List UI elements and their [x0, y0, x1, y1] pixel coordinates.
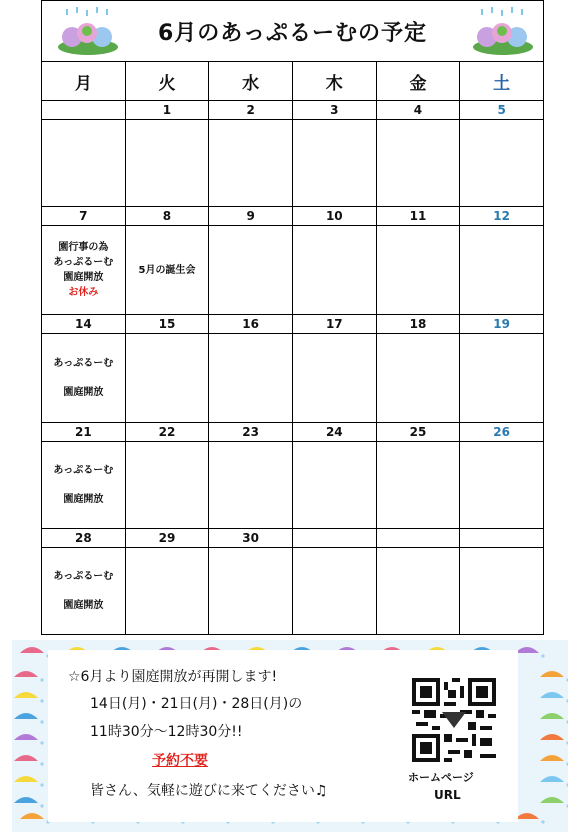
week-2-dates [42, 207, 544, 226]
week-1-events [42, 120, 544, 207]
date-cell: 8 [125, 207, 209, 226]
date-cell [292, 529, 376, 548]
date-cell: 10 [292, 207, 376, 226]
calendar-table [41, 61, 544, 635]
event-text: 園庭開放 [63, 272, 104, 283]
event-cell [376, 548, 460, 635]
hydrangea-icon [56, 7, 120, 57]
event-cell [42, 548, 126, 635]
event-cell [376, 442, 460, 529]
calendar-sheet [41, 0, 544, 635]
date-cell: 22 [125, 423, 209, 442]
raindrop-icon [40, 678, 43, 681]
date-cell: 2 [209, 101, 293, 120]
event-cell [125, 442, 209, 529]
raindrop-icon [541, 820, 544, 823]
event-cell [125, 334, 209, 423]
date-cell: 29 [125, 529, 209, 548]
notice-line: 11時30分～12時30分!! [90, 724, 243, 740]
date-cell: 19 [460, 315, 544, 334]
event-text: あっぷるーむ [53, 465, 114, 476]
date-cell: 4 [376, 101, 460, 120]
event-cell [125, 120, 209, 207]
raindrop-icon [40, 783, 43, 786]
notice-line: ☆6月より園庭開放が再開します! [68, 669, 278, 685]
week-5-events [42, 548, 544, 635]
weekday-sat: 土 [460, 62, 544, 101]
event-cell [292, 120, 376, 207]
event-cell [376, 334, 460, 423]
date-cell: 30 [209, 529, 293, 548]
event-text: 園庭開放 [63, 494, 104, 505]
date-cell: 17 [292, 315, 376, 334]
event-cell [42, 120, 126, 207]
event-cell [460, 442, 544, 529]
date-cell [460, 529, 544, 548]
event-cell [376, 120, 460, 207]
week-4-dates [42, 423, 544, 442]
date-cell: 21 [42, 423, 126, 442]
week-3-events [42, 334, 544, 423]
event-text: あっぷるーむ [53, 571, 114, 582]
week-5-dates [42, 529, 544, 548]
weekday-tue: 火 [125, 62, 209, 101]
week-3-dates [42, 315, 544, 334]
event-cell [292, 442, 376, 529]
notice-line: 14日(月)・21日(月)・28日(月)の [90, 696, 303, 712]
weekday-thu: 木 [292, 62, 376, 101]
raindrop-icon [40, 741, 43, 744]
event-text: 園庭開放 [63, 387, 104, 398]
date-cell: 25 [376, 423, 460, 442]
date-cell: 24 [292, 423, 376, 442]
event-cell [460, 226, 544, 315]
event-cell [460, 548, 544, 635]
event-cell [209, 442, 293, 529]
weekday-mon: 月 [42, 62, 126, 101]
reservation-not-required: 予約不要 [152, 753, 208, 769]
date-cell: 1 [125, 101, 209, 120]
event-cell [292, 548, 376, 635]
qr-label-homepage: ホームページ [408, 771, 474, 784]
date-cell: 9 [209, 207, 293, 226]
event-cell [376, 226, 460, 315]
date-cell: 5 [460, 101, 544, 120]
date-cell: 15 [125, 315, 209, 334]
date-cell: 28 [42, 529, 126, 548]
event-text: 園行事の為 [58, 242, 109, 253]
weekday-fri: 金 [376, 62, 460, 101]
date-cell: 3 [292, 101, 376, 120]
date-cell: 12 [460, 207, 544, 226]
event-cell [209, 120, 293, 207]
event-text: 5月の誕生会 [138, 264, 196, 276]
qr-code[interactable] [412, 678, 496, 762]
date-cell: 7 [42, 207, 126, 226]
event-cell [292, 334, 376, 423]
event-cell [125, 548, 209, 635]
raindrop-icon [40, 804, 43, 807]
event-cell [209, 548, 293, 635]
raindrop-icon [40, 720, 43, 723]
event-cell [125, 226, 209, 315]
event-cell [42, 226, 126, 315]
week-4-events [42, 442, 544, 529]
qr-label-url: URL [434, 788, 461, 802]
event-cell [209, 334, 293, 423]
event-cell [460, 334, 544, 423]
week-2-events [42, 226, 544, 315]
date-cell: 26 [460, 423, 544, 442]
raindrop-icon [40, 699, 43, 702]
event-cell [460, 120, 544, 207]
event-cell [292, 226, 376, 315]
date-cell: 14 [42, 315, 126, 334]
event-text: あっぷるーむ [53, 358, 114, 369]
weekday-wed: 水 [209, 62, 293, 101]
date-cell [376, 529, 460, 548]
date-cell: 23 [209, 423, 293, 442]
date-cell: 18 [376, 315, 460, 334]
raindrop-icon [541, 654, 544, 657]
event-cell [209, 226, 293, 315]
notice-box [48, 650, 518, 822]
hydrangea-icon [471, 7, 535, 57]
notice-line: 皆さん、気軽に遊びに来てください♫ [90, 783, 328, 799]
event-cell [42, 334, 126, 423]
date-cell [42, 101, 126, 120]
page-title: 6月のあっぷるーむの予定 [157, 20, 428, 46]
date-cell: 11 [376, 207, 460, 226]
weekday-header-row [42, 62, 544, 101]
event-text: あっぷるーむ [53, 257, 114, 268]
event-text: 園庭開放 [63, 600, 104, 611]
closed-text: お休み [68, 287, 99, 298]
raindrop-icon [40, 762, 43, 765]
date-cell: 16 [209, 315, 293, 334]
week-1-dates [42, 101, 544, 120]
title-bar [41, 0, 544, 61]
event-cell [42, 442, 126, 529]
